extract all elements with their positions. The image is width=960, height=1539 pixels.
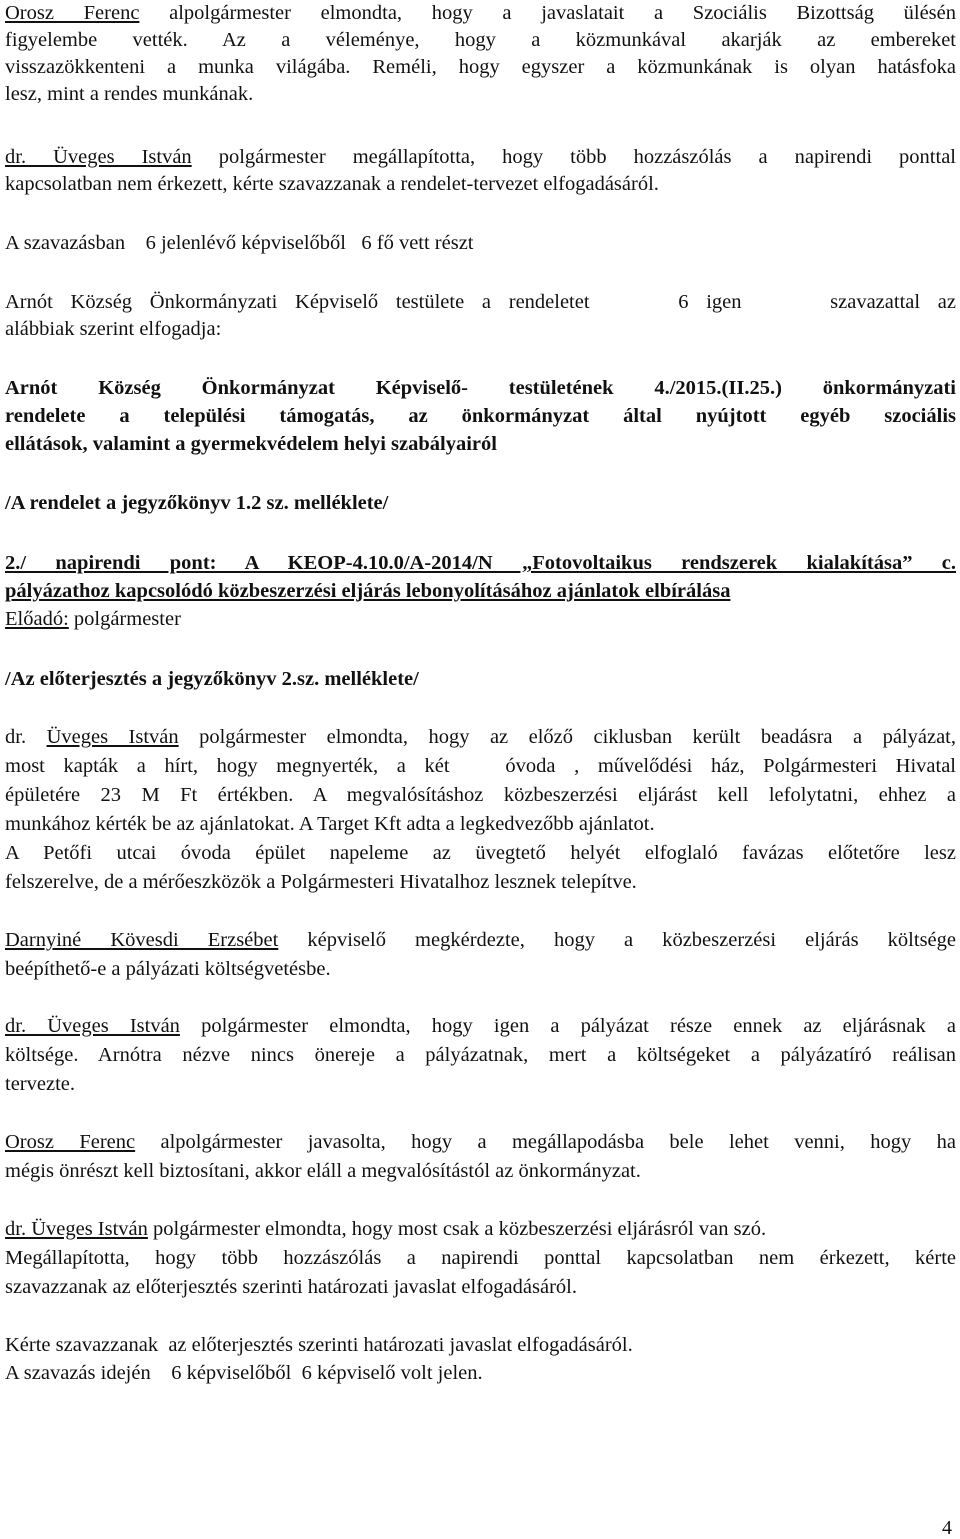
paragraph-13-line-1: Kérte szavazzanak az előterjesztés szerinti határozati javaslat elfogadásáról.: [5, 1334, 633, 1356]
agenda-item-line-2: pályázathoz kapcsolódó közbeszerzési eljárás lebonyolításához ajánlatok elbírálása: [5, 580, 731, 602]
paragraph-12-line-2: Megállapította, hogy több hozzászólás a napirendi ponttal kapcsolatban nem érkezett, kérte: [5, 1247, 956, 1269]
paragraph-1-line-1: [5, 0, 956, 26]
paragraph-8-line-4: munkához kérték be az ajánlatokat. A Target Kft adta a legkedvezőbb ajánlatot.: [5, 813, 655, 835]
regulation-title-line-3: ellátások, valamint a gyermekvédelem helyi szabályairól: [5, 433, 497, 455]
text: képviselő megkérdezte, hogy a közbeszerzési eljárás költsége: [278, 929, 956, 951]
speaker-name: Darnyiné Kövesdi Erzsébet: [5, 929, 279, 951]
vote-participation: A szavazásban 6 jelenlévő képviselőből 6 fő vett részt: [5, 232, 474, 254]
presenter-label: Előadó:: [5, 608, 69, 630]
text: polgármester elmondta, hogy az előző ciklusban került beadásra a pályázat,: [178, 726, 956, 748]
paragraph-11-line-1: [5, 1129, 956, 1155]
annex-reference-2: /Az előterjesztés a jegyzőkönyv 2.sz. melléklete/: [5, 668, 419, 690]
speaker-name: dr. Üveges István: [5, 1218, 148, 1240]
text: dr.: [5, 726, 47, 748]
regulation-title-line-1: Arnót Község Önkormányzat Képviselő- testületének 4./2015.(II.25.) önkormányzati: [5, 377, 956, 399]
paragraph-12-line-3: szavazzanak az előterjesztés szerinti határozati javaslat elfogadásáról.: [5, 1276, 577, 1298]
paragraph-1-line-2: figyelembe vették. Az a véleménye, hogy a közmunkával akarják az embereket: [5, 29, 956, 51]
paragraph-1-line-3: visszazökkenteni a munka világába. Reméli, hogy egyszer a közmunkának is olyan hatásfoka: [5, 56, 956, 78]
speaker-name: Orosz Ferenc: [5, 1131, 136, 1153]
paragraph-10-line-2: költsége. Arnótra nézve nincs önereje a pályázatnak, mert a költségeket a pályázatíró reálisan: [5, 1044, 956, 1066]
paragraph-8-line-6: felszerelve, de a mérőeszközök a Polgármesteri Hivatalhoz lesznek telepítve.: [5, 871, 637, 893]
paragraph-1-line-4: lesz, mint a rendes munkának.: [5, 83, 254, 105]
speaker-name: Üveges István: [46, 726, 179, 748]
presenter-line: [5, 606, 181, 632]
resolution-line-1: Arnót Község Önkormányzati Képviselő testülete a rendeletet 6 igen szavazattal az: [5, 291, 956, 313]
paragraph-10-line-3: tervezte.: [5, 1073, 75, 1095]
paragraph-13-line-2: A szavazás idején 6 képviselőből 6 képviselő volt jelen.: [5, 1362, 483, 1384]
paragraph-2-line-1: [5, 144, 956, 170]
paragraph-10-line-1: [5, 1013, 956, 1039]
text: polgármester elmondta, hogy igen a pályázat része ennek az eljárásnak a: [179, 1015, 956, 1037]
paragraph-2-line-2: kapcsolatban nem érkezett, kérte szavazzanak a rendelet-tervezet elfogadásáról.: [5, 173, 659, 195]
regulation-title-line-2: rendelete a települési támogatás, az önkormányzat által nyújtott egyéb szociális: [5, 405, 956, 427]
paragraph-8-line-5: A Petőfi utcai óvoda épület napeleme az üvegtető helyét elfoglaló favázas előtetőre lesz: [5, 842, 956, 864]
page-number: 4: [942, 1517, 952, 1539]
text: alpolgármester elmondta, hogy a javaslatait a Szociális Bizottság ülésén: [139, 2, 957, 24]
paragraph-11-line-2: mégis önrészt kell biztosítani, akkor eláll a megvalósítástól az önkormányzat.: [5, 1160, 641, 1182]
paragraph-9-line-2: beépíthető-e a pályázati költségvetésbe.: [5, 958, 331, 980]
annex-reference-1: /A rendelet a jegyzőkönyv 1.2 sz. melléklete/: [5, 492, 389, 514]
speaker-name: dr. Üveges István: [5, 1015, 180, 1037]
speaker-name: dr. Üveges István: [5, 146, 192, 168]
paragraph-12-line-1: [5, 1216, 766, 1242]
paragraph-8-line-2: most kapták a hírt, hogy megnyerték, a két óvoda , művelődési ház, Polgármesteri Hivatal: [5, 755, 956, 777]
paragraph-8-line-3: épületére 23 M Ft értékben. A megvalósításhoz közbeszerzési eljárást kell lefolytatni, ehhez a: [5, 784, 956, 806]
agenda-item-line-1: 2./ napirendi pont: A KEOP-4.10.0/A-2014/N „Fotovoltaikus rendszerek kialakítása” c.: [5, 552, 956, 574]
paragraph-8-line-1: [5, 724, 956, 750]
speaker-name: Orosz Ferenc: [5, 2, 140, 24]
text: polgármester megállapította, hogy több hozzászólás a napirendi ponttal: [191, 146, 956, 168]
paragraph-9-line-1: [5, 927, 956, 953]
text: alpolgármester javasolta, hogy a megállapodásba bele lehet venni, hogy ha: [135, 1131, 956, 1153]
text: polgármester elmondta, hogy most csak a közbeszerzési eljárásról van szó.: [147, 1218, 767, 1240]
presenter-value: polgármester: [68, 608, 181, 630]
resolution-line-2: alábbiak szerint elfogadja:: [5, 318, 222, 340]
